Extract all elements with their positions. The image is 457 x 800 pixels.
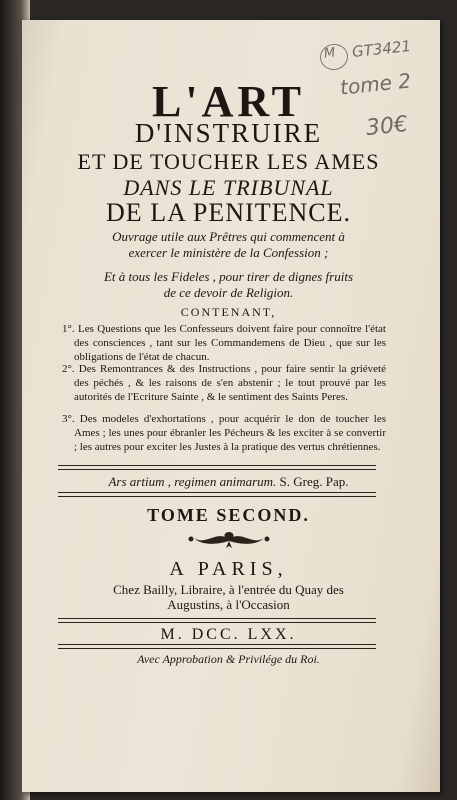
title-line-1: L'ART xyxy=(152,77,305,126)
subtitle-line-4: de ce devoir de Religion. xyxy=(163,285,294,300)
imprint-publisher-line-2: Augustins, à l'Occasion xyxy=(167,597,290,612)
double-rule-top-thin xyxy=(58,469,376,470)
double-rule-bottom xyxy=(58,492,376,493)
double-rule-bottom-thin xyxy=(58,496,376,497)
pencil-price-note: 30€ xyxy=(364,111,410,142)
subtitle-line-2: exercer le ministère de la Confession ; xyxy=(128,245,329,260)
contenant-heading: CONTENANT, xyxy=(180,305,277,319)
date-rule-bottom xyxy=(58,644,376,645)
volume-label: TOME SECOND. xyxy=(147,505,310,525)
title-line-2: D'INSTRUIRE xyxy=(134,118,323,148)
title-line-3: ET DE TOUCHER LES AMES xyxy=(77,149,380,174)
imprint-publisher-line-1: Chez Bailly, Libraire, à l'entrée du Quay des xyxy=(113,582,344,597)
date-rule-top xyxy=(58,618,376,619)
motto-text: Ars artium , regimen animarum. xyxy=(108,474,277,489)
title-line-5: DE LA PENITENCE. xyxy=(106,198,351,227)
content-point-2: 2°. Des Remontrances & des Instructions , pour faire sentir la griéveté des péchés , & les raisons de s'en abstenir ; le tout prouvé par les autorités de l'Ecriture Sainte , & le sentiment des Saints Peres. xyxy=(62,363,386,403)
pencil-code-note: GT3421 xyxy=(351,36,412,62)
subtitle-line-1: Ouvrage utile aux Prêtres qui commencent à xyxy=(112,229,345,244)
motto-attribution: S. Greg. Pap. xyxy=(279,474,349,489)
pencil-circled-letter: M xyxy=(323,45,336,62)
pencil-volume-note: tome 2 xyxy=(338,68,413,100)
content-point-1: 1°. Les Questions que les Confesseurs doivent faire pour connoître l'état des consciences , tant sur les Commandemens de Dieu , que sur les obligations de l'état de chacun. xyxy=(62,323,386,363)
privilege-line: Avec Approbation & Privilége du Roi. xyxy=(137,652,320,666)
fleuron-ornament-icon xyxy=(186,528,272,550)
motto xyxy=(0,474,457,490)
imprint-date: M. DCC. LXX. xyxy=(160,626,297,643)
content-point-3: 3°. Des modeles d'exhortations , pour acquérir le don de toucher les Ames ; les unes pour ébranler les Pécheurs & les exciter à se convertir ; les autres pour exciter les Justes à la pratique des vertus chrétiennes. xyxy=(62,413,386,453)
subtitle-line-3: Et à tous les Fideles , pour tirer de dignes fruits xyxy=(103,269,354,284)
title-line-4: DANS LE TRIBUNAL xyxy=(123,175,334,200)
double-rule-top xyxy=(58,465,376,466)
date-rule-top-thin xyxy=(58,622,376,623)
imprint-city: A PARIS, xyxy=(169,558,288,580)
date-rule-bottom-thin xyxy=(58,648,376,649)
